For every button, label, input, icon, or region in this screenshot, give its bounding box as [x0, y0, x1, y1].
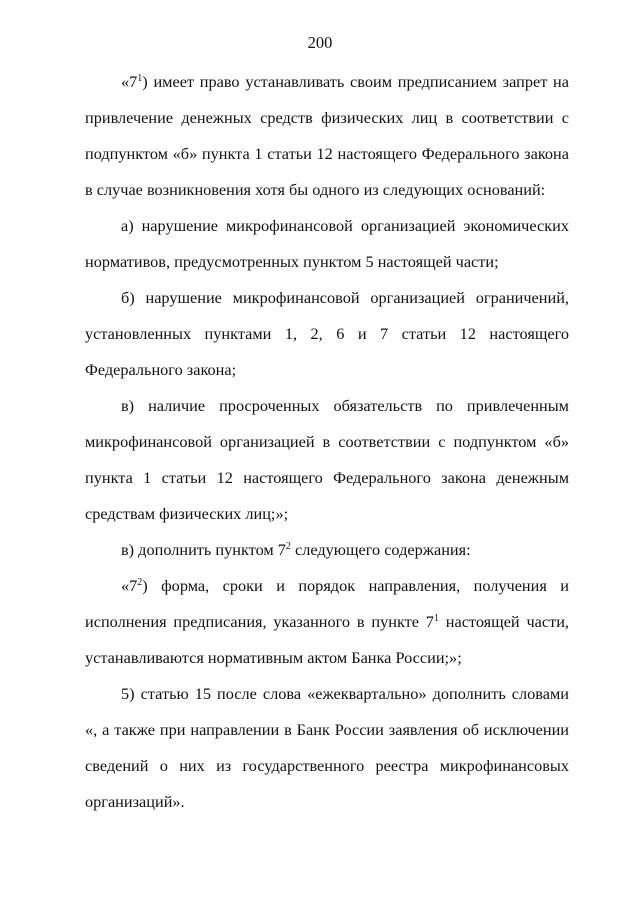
- paragraph-7-2-text: ) форма, сроки и порядок направления, получения и исполнения предписания, указанного в пункте 7: [85, 576, 569, 631]
- paragraph-7-2-end: настоящей части, устанавливаются нормативным актом Банка России;»;: [85, 612, 569, 667]
- amendment-article-15: 5) статью 15 после слова «ежеквартально» дополнить словами «, а также при направлении в Банк России заявления об исключении сведений о них из государственного реестра микрофинансовых организаций».: [85, 684, 569, 811]
- paragraph-7-1: [85, 64, 569, 208]
- subparagraph-v: в) наличие просроченных обязательств по привлеченным микрофинансовой организацией в соответствии с подпунктом «б» пункта 1 статьи 12 настоящего Федерального закона денежным средствам физических лиц;»;: [85, 396, 569, 523]
- subparagraph-b: б) нарушение микрофинансовой организацией ограничений, установленных пунктами 1, 2, 6 и 7 статьи 12 настоящего Федерального закона;: [85, 288, 569, 379]
- superscript-2: 2: [285, 541, 291, 552]
- amendment-add-point-7-2-open: в) дополнить пунктом 7: [121, 540, 286, 559]
- amendment-add-point-7-2: [85, 532, 569, 568]
- amendment-add-point-7-2-text: следующего содержания:: [290, 540, 471, 559]
- page-number: 200: [307, 33, 333, 52]
- paragraph-7-2-open: «7: [121, 576, 138, 595]
- subparagraph-a: а) нарушение микрофинансовой организацией экономических нормативов, предусмотренных пунктом 5 настоящей части;: [85, 216, 569, 271]
- paragraph-7-2: [85, 568, 569, 676]
- document-body: [85, 64, 569, 820]
- superscript-1: 1: [137, 73, 143, 84]
- superscript-1: 1: [433, 613, 439, 624]
- paragraph-7-1-text: ) имеет право устанавливать своим предписанием запрет на привлечение денежных средств физических лиц в соответствии с подпунктом «б» пункта 1 статьи 12 настоящего Федерального закона в случае возникновения хотя бы одного из следующих оснований:: [85, 72, 569, 199]
- paragraph-7-1-open: «7: [121, 72, 138, 91]
- superscript-2: 2: [137, 577, 143, 588]
